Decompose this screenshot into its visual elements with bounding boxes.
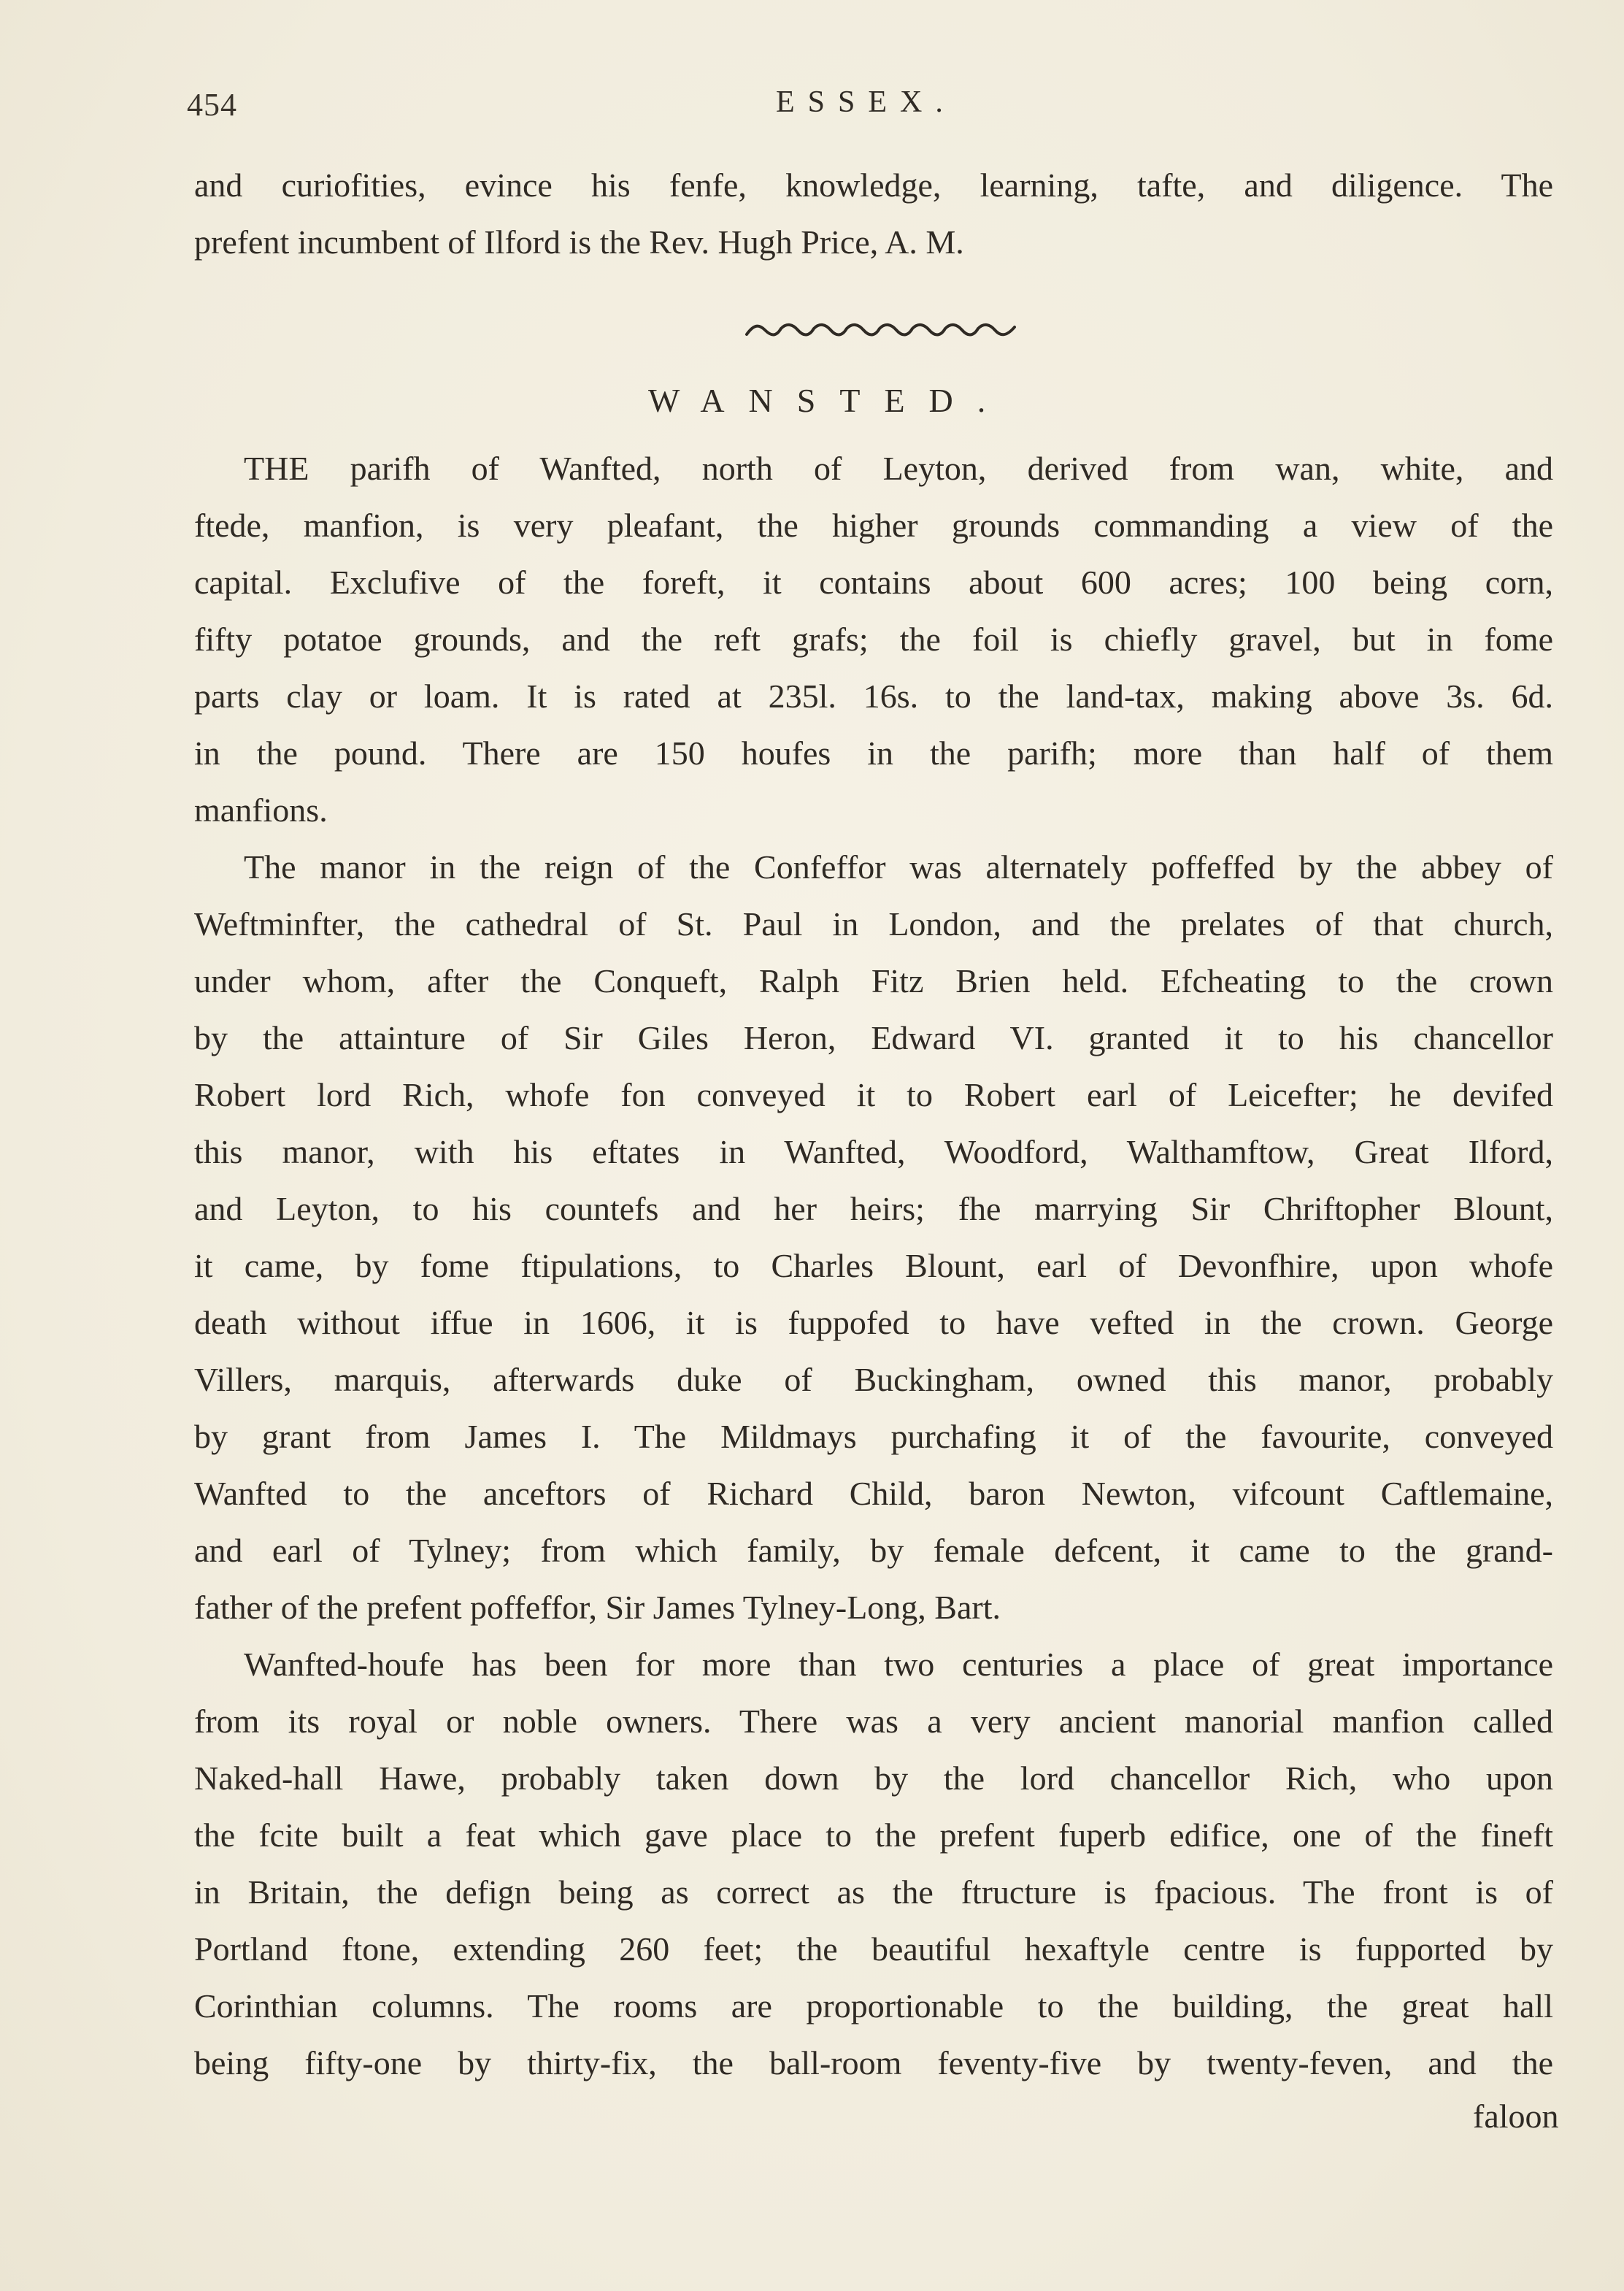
- wavy-rule-ornament-icon: [743, 320, 1020, 342]
- text-line: and earl of Tylney; from which family, by female defcent, it came to the grand-: [194, 1532, 1553, 1569]
- running-head: ESSEX.: [776, 85, 956, 119]
- text-line: father of the prefent poffeffor, Sir James Tylney-Long, Bart.: [194, 1589, 1001, 1626]
- text-line: fifty potatoe grounds, and the reft grafs; the foil is chiefly gravel, but in fome: [194, 621, 1553, 658]
- text-line: the fcite built a feat which gave place to the prefent fuperb edifice, one of the fineft: [194, 1816, 1553, 1854]
- page-number: 454: [187, 87, 237, 123]
- text-line: capital. Exclufive of the foreft, it contains about 600 acres; 100 being corn,: [194, 564, 1553, 601]
- text-line: in Britain, the defign being as correct as the ftructure is fpacious. The front is of: [194, 1873, 1553, 1911]
- text-line: Naked-hall Hawe, probably taken down by the lord chancellor Rich, who upon: [194, 1759, 1553, 1797]
- text-line: death without iffue in 1606, it is fuppofed to have vefted in the crown. George: [194, 1304, 1553, 1341]
- text-line: it came, by fome ftipulations, to Charles Blount, earl of Devonfhire, upon whofe: [194, 1247, 1553, 1284]
- text-line: Robert lord Rich, whofe fon conveyed it to Robert earl of Leicefter; he devifed: [194, 1076, 1553, 1113]
- text-line: Villers, marquis, afterwards duke of Buckingham, owned this manor, probably: [194, 1361, 1553, 1398]
- text-line: and Leyton, to his countefs and her heirs; fhe marrying Sir Chriftopher Blount,: [194, 1190, 1553, 1227]
- text-line: in the pound. There are 150 houfes in the parifh; more than half of them: [194, 734, 1553, 772]
- text-line: Wanfted-houfe has been for more than two centuries a place of great importance: [244, 1646, 1553, 1683]
- text-line: by the attainture of Sir Giles Heron, Edward VI. granted it to his chancellor: [194, 1019, 1553, 1056]
- catchword: faloon: [1473, 2098, 1559, 2135]
- text-line: Corinthian columns. The rooms are proportionable to the building, the great hall: [194, 1987, 1553, 2025]
- text-line: Weftminfter, the cathedral of St. Paul in London, and the prelates of that church,: [194, 905, 1553, 943]
- text-line: from its royal or noble owners. There was a very ancient manorial manfion called: [194, 1703, 1553, 1740]
- text-line: by grant from James I. The Mildmays purchafing it of the favourite, conveyed: [194, 1418, 1553, 1455]
- text-line: The manor in the reign of the Confeffor was alternately poffeffed by the abbey of: [244, 848, 1553, 886]
- text-line: under whom, after the Conqueft, Ralph Fitz Brien held. Efcheating to the crown: [194, 962, 1553, 999]
- text-line: parts clay or loam. It is rated at 235l. 16s. to the land-tax, making above 3s. 6d.: [194, 678, 1553, 715]
- text-line: THE parifh of Wanfted, north of Leyton, derived from wan, white, and: [244, 450, 1553, 487]
- text-line: this manor, with his eftates in Wanfted, Woodford, Walthamftow, Great Ilford,: [194, 1133, 1553, 1170]
- text-line: Portland ftone, extending 260 feet; the beautiful hexaftyle centre is fupported by: [194, 1930, 1553, 1968]
- text-line: and curiofities, evince his fenfe, knowledge, learning, tafte, and diligence. The: [194, 166, 1553, 204]
- text-line: ftede, manfion, is very pleafant, the higher grounds commanding a view of the: [194, 507, 1553, 544]
- text-line: being fifty-one by thirty-fix, the ball-room feventy-five by twenty-feven, and the: [194, 2044, 1553, 2081]
- text-line: manfions.: [194, 791, 328, 829]
- text-line: Wanfted to the anceftors of Richard Child, baron Newton, vifcount Caftlemaine,: [194, 1475, 1553, 1512]
- section-title: WANSTED.: [648, 382, 1010, 419]
- text-line: prefent incumbent of Ilford is the Rev. Hugh Price, A. M.: [194, 223, 964, 261]
